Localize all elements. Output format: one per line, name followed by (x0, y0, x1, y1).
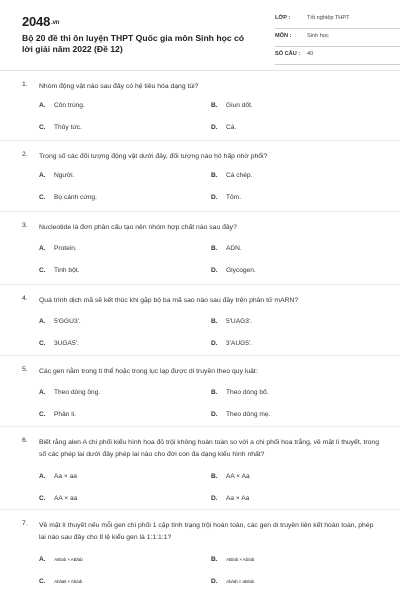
question-text: Các gen nằm trong ti thể hoặc trong lục lạp được di truyền theo quy luật: (39, 368, 258, 375)
option-letter: B. (211, 245, 218, 252)
option-text: Ab/aB × Ab/ab (54, 580, 83, 585)
option-a[interactable] (39, 318, 81, 325)
option-text: Glycogen. (226, 267, 256, 274)
option-letter: A. (39, 389, 46, 396)
option-c[interactable] (39, 267, 79, 274)
option-letter: C. (39, 340, 46, 347)
meta-value: Tốt nghiệp THPT (307, 15, 350, 21)
option-text: ADN. (226, 245, 242, 252)
option-letter: C. (39, 124, 46, 131)
option-letter: A. (39, 556, 46, 563)
question-text: Nhóm động vật nào sau đây có hệ tiêu hóa dạng túi? (39, 83, 199, 90)
option-letter: D. (211, 578, 218, 585)
meta-row-count (275, 51, 400, 65)
option-letter: D. (211, 124, 218, 131)
question-text: Nucleotide là đơn phân cấu tạo nên nhóm hợp chất nào sau đây? (39, 224, 237, 231)
option-letter: B. (211, 556, 218, 563)
header-divider (0, 70, 400, 71)
option-d[interactable] (211, 194, 241, 201)
meta-row-class (275, 15, 400, 29)
question-number: 5. (22, 366, 28, 373)
option-d[interactable] (211, 124, 236, 131)
option-a[interactable] (39, 556, 83, 563)
question-separator (0, 509, 400, 510)
question-number: 4. (22, 295, 28, 302)
option-text: Aa × aa (54, 473, 77, 480)
option-letter: A. (39, 318, 46, 325)
option-c[interactable] (39, 340, 79, 347)
option-letter: D. (211, 340, 218, 347)
option-text: Giun dốt. (226, 102, 253, 109)
option-d[interactable] (211, 340, 252, 347)
option-letter: B. (211, 318, 218, 325)
option-d[interactable] (211, 495, 249, 502)
option-letter: A. (39, 245, 46, 252)
site-logo[interactable] (22, 14, 59, 29)
meta-key: SỐ CÂU : (275, 51, 301, 57)
question-separator (0, 355, 400, 356)
question-number: 3. (22, 222, 28, 229)
option-letter: C. (39, 267, 46, 274)
option-letter: A. (39, 473, 46, 480)
option-d[interactable] (211, 267, 256, 274)
logo-suffix: .vn (51, 20, 60, 26)
question-number: 7. (22, 520, 28, 527)
option-letter: D. (211, 411, 218, 418)
option-a[interactable] (39, 473, 77, 480)
exam-meta (275, 15, 400, 69)
option-text: Tinh bột. (54, 267, 80, 274)
option-text: Cá chép. (226, 172, 253, 179)
option-b[interactable] (211, 556, 254, 563)
option-text: AA × aa (54, 495, 78, 502)
question-text: Về mặt lí thuyết nếu mỗi gen chi phối 1 cặp tính trạng trội hoàn toàn, các gen di truyền liên kết hoàn toàn, phép lai nào sau đây cho tỉ lệ kiểu gen là 1:1:1:1? (39, 522, 374, 541)
question-text: Trong số các đối tượng động vật dưới đây, đối tượng nào hô hấp nhờ phổi? (39, 153, 268, 160)
option-c[interactable] (39, 578, 82, 585)
exam-title: Bộ 20 đề thi ôn luyện THPT Quốc gia môn Sinh học có lời giải năm 2022 (Đề 12) (22, 33, 245, 54)
option-b[interactable] (211, 473, 250, 480)
option-c[interactable] (39, 411, 76, 418)
meta-key: LỚP : (275, 15, 291, 21)
option-letter: C. (39, 578, 46, 585)
option-letter: B. (211, 389, 218, 396)
question-separator (0, 211, 400, 212)
option-text: Ab/ab × aB/ab (226, 580, 254, 585)
option-letter: A. (39, 172, 46, 179)
option-text: Côn trùng. (54, 102, 85, 109)
option-b[interactable] (211, 245, 242, 252)
option-letter: D. (211, 495, 218, 502)
option-text: Aa × Aa (226, 495, 250, 502)
option-a[interactable] (39, 102, 85, 109)
option-letter: A. (39, 102, 46, 109)
option-text: 5'GGU3'. (54, 318, 81, 325)
option-text: Theo dòng bố. (226, 389, 269, 396)
option-letter: B. (211, 102, 218, 109)
option-text: 3'AUG5'. (226, 340, 252, 347)
meta-key: MÔN : (275, 33, 292, 39)
option-text: Bọ cánh cứng. (54, 194, 97, 201)
logo-text: 2048 (22, 14, 51, 29)
question-separator (0, 284, 400, 285)
question-text: Biết rằng alen A chi phối kiểu hình hoa đỏ trội không hoàn toàn so với a chi phối hoa trắng, về mặt lí thuyết, trong số các phép lai dưới đây phép lai nào cho đời con đa dạng kiểu hình nhất? (39, 439, 379, 458)
option-text: Thủy tức. (54, 124, 82, 131)
option-letter: C. (39, 495, 46, 502)
option-text: Người. (54, 172, 75, 179)
option-d[interactable] (211, 411, 270, 418)
question-separator (0, 140, 400, 141)
option-c[interactable] (39, 495, 77, 502)
option-b[interactable] (211, 389, 269, 396)
option-letter: B. (211, 172, 218, 179)
option-b[interactable] (211, 318, 252, 325)
option-text: Phân li. (54, 411, 76, 418)
question-number: 1. (22, 81, 28, 88)
option-c[interactable] (39, 194, 97, 201)
option-text: 3UGA5'. (54, 340, 79, 347)
option-c[interactable] (39, 124, 82, 131)
option-letter: D. (211, 267, 218, 274)
option-text: 5'UAG3'. (226, 318, 252, 325)
option-letter: D. (211, 194, 218, 201)
option-b[interactable] (211, 172, 252, 179)
option-a[interactable] (39, 245, 77, 252)
question-separator (0, 426, 400, 427)
option-text: AB/ab × Ab/ab (226, 558, 255, 563)
option-b[interactable] (211, 102, 253, 109)
option-letter: B. (211, 473, 218, 480)
question-text: Quá trình dịch mã sẽ kết thúc khi gặp bộ ba mã sao nào sau đây trên phân tử mARN? (39, 297, 299, 304)
option-text: AA × Aa (226, 473, 250, 480)
option-letter: C. (39, 411, 46, 418)
option-d[interactable] (211, 578, 254, 585)
option-text: Cá. (226, 124, 237, 131)
header (22, 12, 382, 66)
option-a[interactable] (39, 389, 100, 396)
option-text: AB/ab × AB/ab (54, 558, 83, 563)
question-number: 6. (22, 437, 28, 444)
meta-value: 40 (307, 51, 314, 57)
question-number: 2. (22, 151, 28, 158)
option-letter: C. (39, 194, 46, 201)
option-text: Tôm. (226, 194, 242, 201)
option-a[interactable] (39, 172, 74, 179)
meta-row-subject (275, 33, 400, 47)
meta-value: Sinh học (307, 33, 329, 39)
option-text: Protein. (54, 245, 77, 252)
option-text: Theo dòng ông. (54, 389, 101, 396)
option-text: Theo dòng mẹ. (226, 411, 271, 418)
